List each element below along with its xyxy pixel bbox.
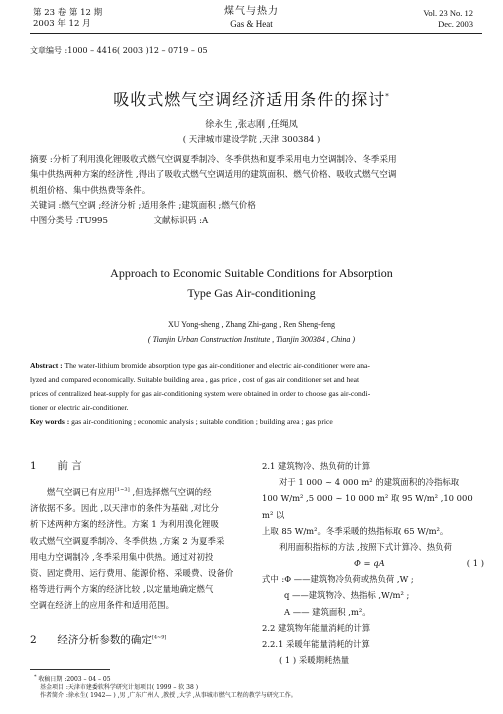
subsection-2-2-1-heading: 2.2.1 采暖年能量消耗的计算 — [262, 639, 370, 650]
abstract-en-label: Abstract : — [30, 361, 63, 370]
paragraph-line: 济依据不多。因此 ,以天津市的条件为基础 ,对比分 — [30, 503, 220, 514]
affiliation-en: ( Tianjin Urban Construction Institute , Tianjin 300384 , China ) — [147, 335, 356, 344]
title-en-line-2: Type Gas Air-conditioning — [187, 286, 316, 300]
footnote-author: 作者简介 :徐永生( 1942— ) ,男 ,广东广州人 ,教授 ,大学 ,从事城市燃气工程的教学与研究工作。 — [40, 692, 297, 699]
footnote-rule — [30, 669, 110, 670]
article-number: 文章编号 :1000 – 4416( 2003 )12 – 0719 – 05 — [30, 46, 208, 55]
header-rule — [30, 33, 482, 34]
left-column — [30, 458, 250, 647]
section-2-number: 2 — [30, 633, 37, 646]
abstract-cn-line: 摘要 :分析了利用溴化锂吸收式燃气空调夏季制冷、冬季供热和夏季采用电力空调制冷、冬季采用 — [30, 155, 397, 165]
authors-cn: 徐永生 ,张志刚 ,任绳凤 — [205, 120, 298, 130]
citation: [1~3] — [114, 487, 130, 494]
title-cn — [0, 87, 503, 110]
paragraph-line: 利用面积指标的方法 ,按照下式计算冷、热负荷 — [279, 542, 452, 553]
abstract-en — [30, 359, 485, 429]
keywords-en: Key words : gas air-conditioning ; economic analysis ; suitable condition ; building area ; gas price — [30, 417, 333, 426]
date-cn: 2003 年 12 月 — [33, 19, 91, 29]
classification-row — [30, 214, 490, 229]
paragraph-line: 空调在经济上的应用条件和适用范围。 — [30, 600, 175, 611]
abstract-cn-line: 集中供热两种方案的经济性 ,得出了吸收式燃气空调适用的建筑面积、燃气价格、吸收式燃气空调 — [30, 170, 397, 181]
authors-en: XU Yong-sheng , Zhang Zhi-gang , Ren Sheng-feng — [167, 320, 336, 329]
abstract-en-line: prices of centralized heat-supply for gas air-conditioning system were obtained in order to choose gas air-condi- — [30, 389, 371, 398]
right-column — [262, 458, 484, 668]
paragraph-line: 上取 85 W/m²。冬季采暖的热指标取 65 W/m²。 — [262, 525, 449, 536]
equation-number: ( 1 ) — [466, 558, 484, 569]
equation-1 — [262, 555, 484, 571]
paragraph-line: 格等进行两个方案的经济比较 ,以定量地确定燃气 — [30, 584, 214, 595]
equation-text: Φ = qA — [354, 558, 385, 569]
title-cn-text: 吸收式燃气空调经济适用条件的探讨 — [113, 90, 386, 109]
section-1-title: 前 言 — [57, 460, 82, 472]
item-heading: ( 1 ) 采暖期耗热量 — [279, 655, 350, 666]
section-1-paragraph — [30, 484, 250, 614]
title-footnote-mark: * — [385, 92, 390, 101]
clc-number: 中图分类号 :TU995 — [30, 216, 108, 227]
paragraph-line: 用电力空调制冷 ,冬季采用集中供热。通过对初投 — [30, 551, 214, 562]
citation: [4~9] — [151, 634, 167, 641]
abstract-cn-line: 机组价格、集中供热费等条件。 — [30, 185, 151, 196]
affiliation-cn: ( 天津城市建设学院 ,天津 300384 ) — [182, 135, 321, 145]
paragraph-line: 析下述两种方案的经济性。方案 1 为利用溴化锂吸 — [30, 519, 219, 530]
section-2-title: 经济分析参数的确定 — [57, 633, 152, 646]
keywords-en-label: Key words : — [30, 417, 70, 426]
keywords-cn: 关键词 :燃气空调 ;经济分析 ;适用条件 ;建筑面积 ;燃气价格 — [30, 200, 256, 211]
variable-definition: q ——建筑物冷、热指标 ,W/m² ; — [284, 590, 410, 601]
section-1-number: 1 — [30, 460, 37, 472]
abstract-cn-label: 摘要 : — [30, 155, 53, 165]
footnote-received: * 收稿日期 :2003 – 04 – 05 — [34, 674, 111, 683]
paragraph-line: 收式燃气空调夏季制冷、冬季供热 ,方案 2 为夏季采 — [30, 535, 225, 546]
journal-name-en: Gas & Heat — [230, 19, 273, 29]
volume-issue-cn: 第 23 卷 第 12 期 — [33, 8, 103, 18]
abstract-cn — [30, 153, 490, 229]
title-en-line-1: Approach to Economic Suitable Conditions for Absorption — [110, 266, 393, 280]
section-1-heading — [30, 458, 250, 484]
subsection-2-1-heading: 2.1 建筑物冷、热负荷的计算 — [262, 461, 371, 471]
abstract-en-line: tioner or electric air-conditioner. — [30, 403, 129, 412]
document-code: 文献标识码 :A — [153, 216, 209, 227]
section-2-heading — [30, 632, 250, 647]
subsection-2-2-heading: 2.2 建筑物年能量消耗的计算 — [262, 622, 371, 633]
variable-definition: 式中 :Φ ——建筑物冷负荷或热负荷 ,W ; — [262, 574, 414, 585]
journal-name-cn: 煤气与热力 — [224, 6, 279, 17]
volume-issue-en: Vol. 23 No. 12 — [423, 8, 473, 18]
footnote-fund: 基金项目 :天津市建委软科学研究计划项目( 1999 – 软 38 ) — [40, 684, 199, 691]
paragraph-line: 100 W/m² ,5 000 ~ 10 000 m² 取 95 W/m² ,10 000 m² 以 — [262, 493, 473, 520]
paragraph-line: 燃气空调已有应用[1~3] ,但选择燃气空调的经 — [47, 487, 212, 497]
paragraph-line: 资、固定费用、运行费用、能源价格、采暖费、设备价 — [30, 568, 234, 579]
paragraph-line: 对于 1 000 ~ 4 000 m² 的建筑面积的冷指标取 — [279, 477, 460, 488]
footnote — [30, 673, 490, 700]
variable-definition: A —— 建筑面积 ,m²。 — [284, 606, 371, 617]
abstract-en-line: Abstract : The water-lithium bromide absorption type gas air-conditioner and electric air-conditioner were ana- — [30, 361, 370, 370]
abstract-en-line: lyzed and compared economically. Suitable building area , gas price , cost of gas air conditioner set and heat — [30, 375, 360, 384]
date-en: Dec. 2003 — [438, 19, 473, 29]
